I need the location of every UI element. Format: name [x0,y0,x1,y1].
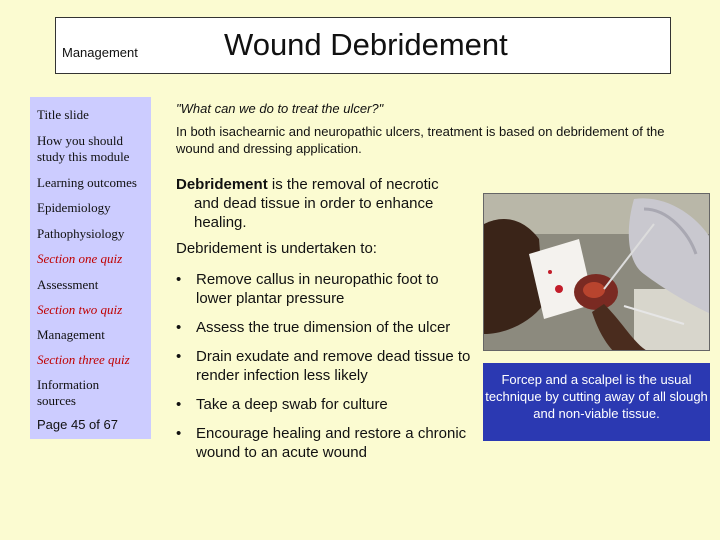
sidebar-item-how-to-study[interactable]: How you should study this module [37,133,130,164]
page-indicator: Page 45 of 67 [37,417,118,432]
sidebar-item-epidemiology[interactable]: Epidemiology [37,200,111,215]
bullet-icon: • [176,271,182,288]
sidebar-item-information-sources[interactable]: Information sources [37,377,100,408]
sidebar-item-section-one-quiz[interactable]: Section one quiz [37,251,123,266]
slide-title: Wound Debridement [224,27,508,62]
sidebar-item-management[interactable]: Management [37,327,105,342]
intro-text: In both isachearnic and neuropathic ulcers, treatment is based on debridement of the wound and dressing application. [176,124,665,156]
list-item: • Encourage healing and restore a chronic wound to an acute wound [176,425,467,461]
sidebar-nav [30,97,151,439]
sidebar-item-pathophysiology[interactable]: Pathophysiology [37,226,125,241]
question-text: "What can we do to treat the ulcer?" [176,101,384,116]
photo-caption: Forcep and a scalpel is the usual technique by cutting away of all slough and non-viable tissue. [483,363,710,441]
list-item: • Drain exudate and remove dead tissue to render infection less likely [176,348,471,384]
sidebar-item-title-slide[interactable]: Title slide [37,107,89,122]
sidebar-item-section-two-quiz[interactable]: Section two quiz [37,302,123,317]
definition-line1: is the removal of necrotic [267,176,439,193]
list-item: • Remove callus in neuropathic foot to lower plantar pressure [176,271,439,307]
bullet-icon: • [176,425,182,442]
slide-header [55,17,671,74]
wound-photo [483,193,710,351]
definition-text [176,175,476,232]
bullet-icon: • [176,319,182,336]
undertaken-heading: Debridement is undertaken to: [176,240,377,257]
wound-photo-image [484,194,710,351]
list-item: • Assess the true dimension of the ulcer [176,319,451,336]
list-item: • Take a deep swab for culture [176,396,388,413]
section-label: Management [62,45,138,60]
bullet-icon: • [176,348,182,365]
sidebar-item-learning-outcomes[interactable]: Learning outcomes [37,175,137,190]
sidebar-item-assessment[interactable]: Assessment [37,277,99,292]
definition-line2: and dead tissue in order to enhance healing. [194,195,434,231]
sidebar-item-section-three-quiz[interactable]: Section three quiz [37,352,130,367]
bullet-icon: • [176,396,182,413]
definition-term: Debridement [176,176,268,193]
